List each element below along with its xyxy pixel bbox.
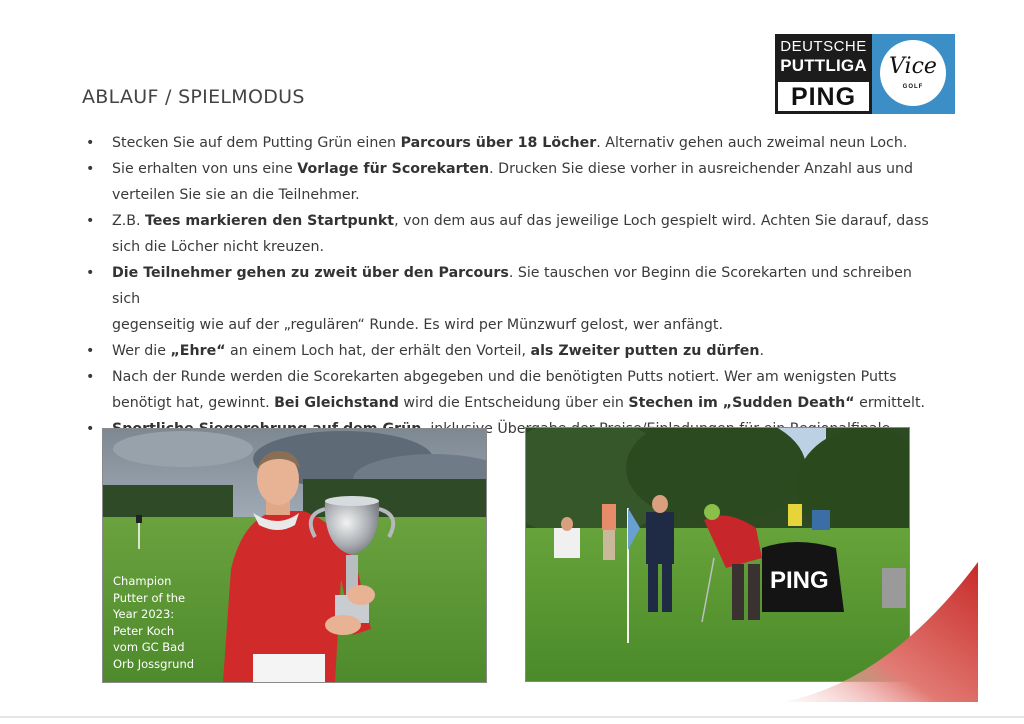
bullet-item bbox=[86, 208, 936, 260]
bullet-text: Z.B. bbox=[112, 213, 145, 229]
bullet-dot: • bbox=[86, 369, 95, 385]
bullet-text: . bbox=[759, 343, 764, 359]
bullet-text: verteilen Sie sie an die Teilnehmer. bbox=[112, 187, 360, 203]
bullet-emphasis: Vorlage für Scorekarten bbox=[297, 161, 490, 177]
bullet-emphasis: Stechen im „Sudden Death“ bbox=[628, 395, 855, 411]
footer-line bbox=[0, 716, 1024, 718]
ping-banner-text: PING bbox=[770, 567, 829, 594]
logo-text-deutsche: DEUTSCHE bbox=[780, 38, 867, 55]
bullet-item bbox=[86, 364, 936, 416]
champion-photo bbox=[102, 428, 487, 683]
bullet-dot: • bbox=[86, 213, 95, 229]
bullet-dot: • bbox=[86, 265, 95, 281]
page-title: ABLAUF / SPIELMODUS bbox=[82, 86, 305, 108]
caption-line: Peter Koch bbox=[113, 623, 175, 638]
bullet-text: , von dem aus auf das jeweilige Loch gespielt wird. Achten Sie darauf, dass bbox=[394, 213, 929, 229]
bullet-text: . Sie tauschen vor Beginn die Scorekarten und schreiben sich bbox=[112, 265, 912, 307]
bullet-text: an einem Loch hat, der erhält den Vorteil, bbox=[225, 343, 531, 359]
puttliga-logo-block bbox=[775, 34, 872, 114]
bullet-text: Stecken Sie auf dem Putting Grün einen bbox=[112, 135, 401, 151]
bullet-item bbox=[86, 260, 936, 338]
bullet-text: sich die Löcher nicht kreuzen. bbox=[112, 239, 324, 255]
ping-logo-box bbox=[778, 82, 869, 111]
decorative-swoosh bbox=[780, 560, 980, 710]
bullet-text: . Drucken Sie diese vorher in ausreichender Anzahl aus und bbox=[489, 161, 914, 177]
bullet-emphasis: Tees markieren den Startpunkt bbox=[144, 213, 395, 229]
deutsche-puttliga-logo bbox=[775, 34, 955, 114]
logo-text-golf: GOLF bbox=[902, 84, 924, 90]
caption-line: vom GC Bad bbox=[113, 640, 185, 655]
bullet-dot: • bbox=[86, 421, 95, 437]
logo-text-puttliga: PUTTLIGA bbox=[780, 56, 867, 75]
caption-line: Champion bbox=[113, 574, 172, 588]
bullet-text: wird die Entscheidung über ein bbox=[398, 395, 629, 411]
logo-text-vice: Vice bbox=[889, 54, 937, 79]
bullet-item bbox=[86, 156, 936, 208]
bullet-dot: • bbox=[86, 161, 95, 177]
bullet-text: ermittelt. bbox=[854, 395, 926, 411]
caption-line: Orb Jossgrund bbox=[113, 656, 195, 671]
bullet-text: gegenseitig wie auf der „regulären“ Runde. Es wird per Münzwurf gelost, wer anfängt. bbox=[112, 317, 723, 333]
bullet-emphasis: Die Teilnehmer gehen zu zweit über den Parcours bbox=[112, 265, 509, 281]
bullet-dot: • bbox=[86, 343, 95, 359]
bullet-text: . Alternativ gehen auch zweimal neun Loch. bbox=[596, 135, 908, 151]
bullet-item bbox=[86, 130, 936, 156]
bullet-emphasis: Bei Gleichstand bbox=[274, 395, 399, 411]
caption-line: Putter of the bbox=[113, 590, 186, 605]
bullet-text: Wer die bbox=[112, 343, 171, 359]
bullet-emphasis: „Ehre“ bbox=[170, 343, 226, 359]
bullet-emphasis: Parcours über 18 Löcher bbox=[400, 135, 597, 151]
bullet-emphasis: als Zweiter putten zu dürfen bbox=[530, 343, 760, 359]
bullet-list bbox=[86, 130, 936, 442]
logo-text-ping: PING bbox=[790, 83, 857, 111]
vice-logo-circle bbox=[880, 40, 946, 106]
bullet-text: Sie erhalten von uns eine bbox=[112, 161, 298, 177]
champion-caption bbox=[113, 573, 213, 673]
bullet-text: benötigt hat, gewinnt. bbox=[112, 395, 275, 411]
vice-golf-logo bbox=[872, 34, 955, 114]
bullet-dot: • bbox=[86, 135, 95, 151]
bullet-item bbox=[86, 338, 936, 364]
caption-line: Year 2023: bbox=[113, 607, 175, 622]
bullet-text: Nach der Runde werden die Scorekarten abgegeben und die benötigten Putts notiert. Wer am wenigsten Putts bbox=[112, 369, 897, 385]
